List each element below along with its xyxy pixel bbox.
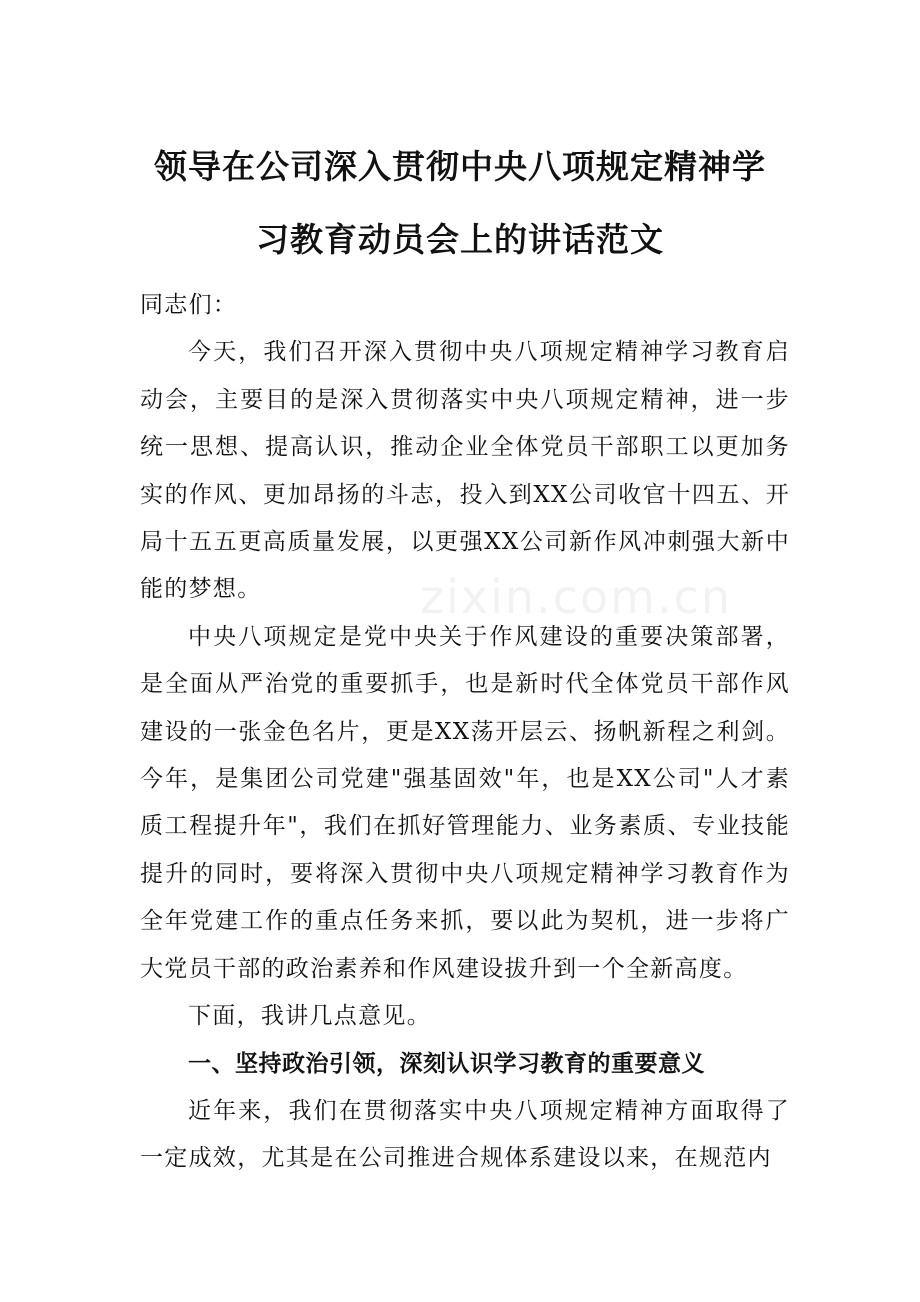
document-title-line-1: 领导在公司深入贯彻中央八项规定精神学	[154, 147, 766, 186]
watermark: zixin.com.cn	[420, 570, 733, 624]
paragraph-3: 下面，我讲几点意见。	[188, 1003, 431, 1030]
paragraph-2: 中央八项规定是党中央关于作风建设的重要决策部署，是全面从严治党的重要抓手，也是新时代全体党员干部作风建设的一张金色名片，更是XX荡开层云、扬帆新程之利剑。今年，是集团公司党建"强基固效"年，也是XX公司"人才素质工程提升年"，我们在抓好管理能力、业务素质、专业技能提升的同时，要将深入贯彻中央八项规定精神学习教育作为全年党建工作的重点任务来抓，要以此为契机，进一步将广大党员干部的政治素养和作风建设拔升到一个全新高度。	[140, 623, 790, 982]
paragraph-4: 近年来，我们在贯彻落实中央八项规定精神方面取得了一定成效，尤其是在公司推进合规体系建设以来，在规范内	[140, 1097, 790, 1172]
paragraph-1: 今天，我们召开深入贯彻中央八项规定精神学习教育启动会，主要目的是深入贯彻落实中央八项规定精神，进一步统一思想、提高认识，推动企业全体党员干部职工以更加务实的作风、更加昂扬的斗志，投入到XX公司收官十四五、开局十五五更高质量发展，以更强XX公司新作风冲刺强大新中能的梦想。	[140, 339, 790, 603]
salutation: 同志们：	[140, 292, 238, 318]
document-title-line-2: 习教育动员会上的讲话范文	[256, 220, 664, 259]
section-heading-1: 一、坚持政治引领，深刻认识学习教育的重要意义	[188, 1050, 705, 1077]
document-body	[140, 282, 790, 1183]
